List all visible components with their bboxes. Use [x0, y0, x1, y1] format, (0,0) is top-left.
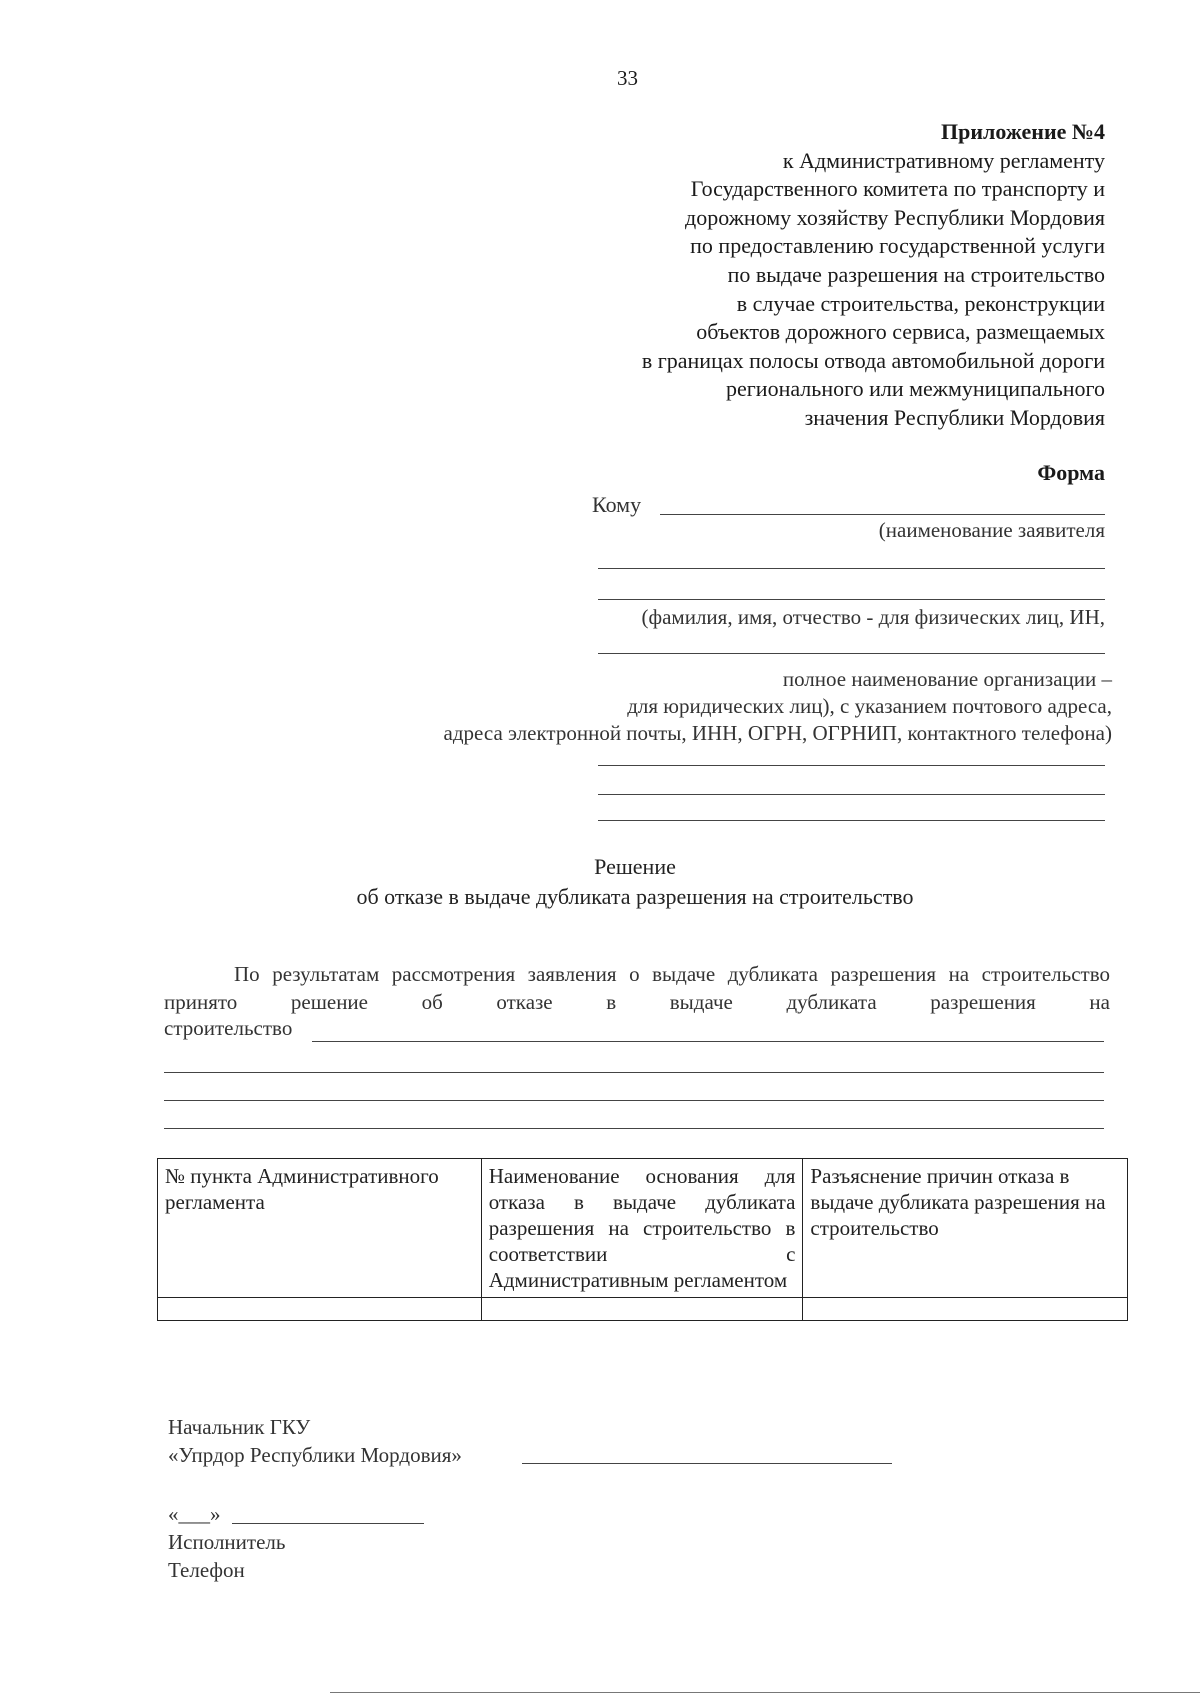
- date-field: «___»: [168, 1502, 221, 1526]
- appendix-line: в случае строительства, реконструкции: [736, 290, 1105, 316]
- appendix-title: Приложение №4: [941, 119, 1105, 144]
- signature-block: [168, 1413, 462, 1469]
- address-line[interactable]: [598, 765, 1105, 766]
- decision-paragraph-end: строительство: [164, 1016, 293, 1040]
- appendix-line: по выдаче разрешения на строительство: [727, 261, 1105, 287]
- address-line[interactable]: [598, 794, 1105, 795]
- page-number: 33: [617, 66, 638, 90]
- recipient-line[interactable]: [598, 653, 1105, 654]
- reason-line[interactable]: [164, 1128, 1104, 1129]
- org-caption-line: для юридических лиц), с указанием почтового адреса,: [627, 694, 1112, 718]
- phone-label: Телефон: [168, 1558, 245, 1582]
- signatory-organization: «Упрдор Республики Мордовия»: [168, 1443, 462, 1467]
- org-caption-line: адреса электронной почты, ИНН, ОГРН, ОГРНИП, контактного телефона): [443, 721, 1112, 745]
- reason-line[interactable]: [312, 1041, 1104, 1042]
- appendix-line: по предоставлению государственной услуги: [690, 233, 1105, 259]
- executor-label: Исполнитель: [168, 1530, 286, 1554]
- reason-line[interactable]: [164, 1072, 1104, 1073]
- appendix-line: дорожному хозяйству Республики Мордовия: [685, 204, 1105, 230]
- appendix-line: в границах полосы отвода автомобильной дороги: [641, 347, 1105, 373]
- appendix-line: Государственного комитета по транспорту и: [690, 176, 1105, 202]
- recipient-label: Кому: [592, 492, 642, 517]
- header-clause-number: № пункта Административного регламента: [158, 1159, 482, 1298]
- recipient-caption-person: (фамилия, имя, отчество - для физических лиц, ИН,: [641, 605, 1105, 629]
- date-executor-block: [168, 1500, 285, 1584]
- signatory-position: Начальник ГКУ: [168, 1415, 311, 1439]
- table-cell[interactable]: [803, 1298, 1128, 1321]
- date-line[interactable]: [232, 1523, 424, 1524]
- decision-subtitle: об отказе в выдаче дубликата разрешения на строительство: [356, 884, 914, 909]
- reason-line[interactable]: [164, 1100, 1104, 1101]
- table-cell[interactable]: [481, 1298, 803, 1321]
- address-line[interactable]: [598, 820, 1105, 821]
- recipient-caption-organization: [212, 666, 1112, 747]
- form-label: Форма: [1037, 460, 1105, 485]
- recipient-line[interactable]: [598, 568, 1105, 569]
- header-refusal-explanation: Разъяснение причин отказа в выдаче дубликата разрешения на строительство: [803, 1159, 1128, 1298]
- org-caption-line: полное наименование организации –: [782, 667, 1112, 691]
- recipient-caption-name: (наименование заявителя: [878, 518, 1105, 542]
- signature-line[interactable]: [522, 1463, 892, 1464]
- page-edge-line: [330, 1692, 1200, 1693]
- appendix-line: значения Республики Мордовия: [804, 404, 1105, 430]
- header-refusal-basis: Наименование основания для отказа в выдаче дубликата разрешения на строительство в соответствии с Административным регламентом: [481, 1159, 803, 1298]
- appendix-header: [505, 118, 1105, 433]
- decision-title: Решение: [594, 854, 676, 879]
- decision-paragraph: По результатам рассмотрения заявления о выдаче дубликата разрешения на строительство принято решение об отказе в выдаче дубликата разрешения на: [164, 962, 1110, 1014]
- recipient-line[interactable]: [598, 599, 1105, 600]
- appendix-line: регионального или межмуниципального: [726, 376, 1105, 402]
- table-header-row: [158, 1159, 1128, 1298]
- appendix-line: к Административному регламенту: [782, 147, 1105, 173]
- table-cell[interactable]: [158, 1298, 482, 1321]
- table-row: [158, 1298, 1128, 1321]
- refusal-reasons-table: [157, 1158, 1128, 1321]
- recipient-line[interactable]: [660, 514, 1105, 515]
- appendix-line: объектов дорожного сервиса, размещаемых: [696, 319, 1105, 345]
